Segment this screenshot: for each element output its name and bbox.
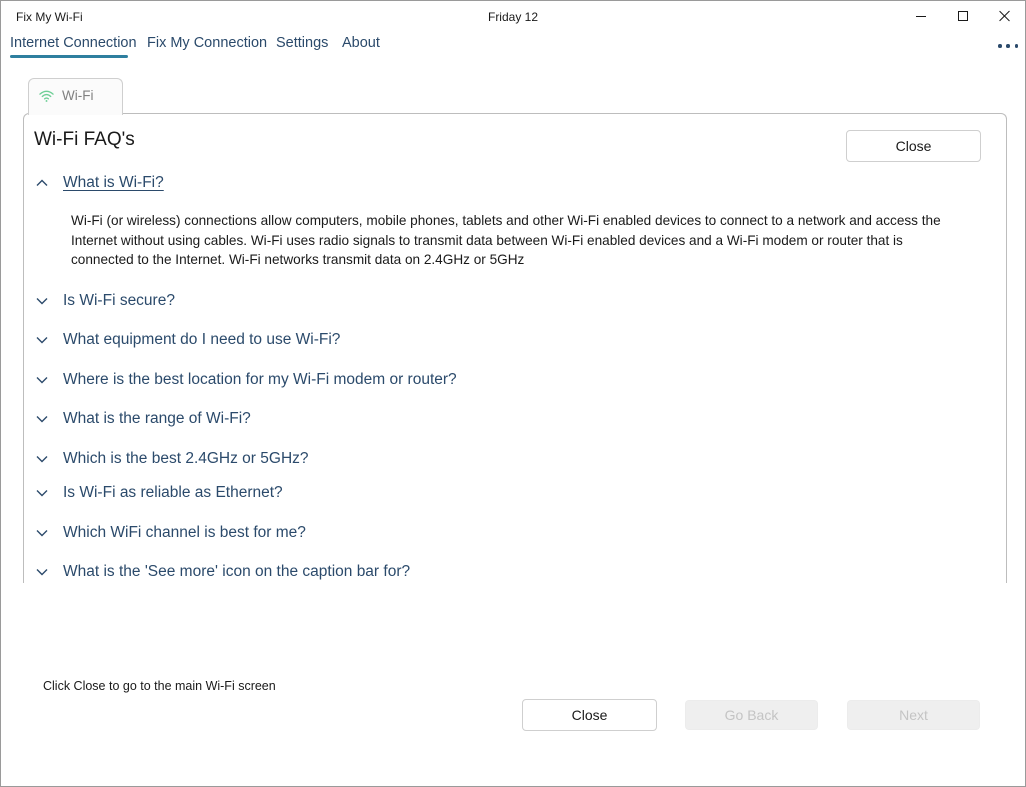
chevron-down-icon [34,525,50,541]
window-close-button[interactable] [985,1,1025,31]
faq-item-range[interactable] [34,406,251,432]
chevron-down-icon [34,451,50,467]
page-title: Wi-Fi FAQ's [34,129,135,150]
faq-question: What is Wi-Fi? [63,174,164,191]
faq-question: What equipment do I need to use Wi-Fi? [63,331,341,348]
chevron-down-icon [34,411,50,427]
app-title: Fix My Wi-Fi [16,10,83,24]
faq-item-what-is-wifi[interactable] [34,170,164,196]
nav-settings[interactable]: Settings [276,35,329,51]
wifi-icon [39,89,54,103]
faq-item-equipment[interactable] [34,327,340,353]
faq-item-best-band[interactable] [34,446,309,472]
faq-question: What is the range of Wi-Fi? [63,410,251,427]
ellipsis-icon[interactable] [998,43,1018,49]
close-button-top[interactable]: Close [846,130,981,162]
maximize-button[interactable] [943,1,983,31]
close-icon [999,10,1011,22]
chevron-down-icon [34,564,50,580]
faq-item-best-location[interactable] [34,367,457,393]
faq-question: Which is the best 2.4GHz or 5GHz? [63,450,309,467]
nav-internet-connection[interactable]: Internet Connection [10,35,137,51]
faq-question: Which WiFi channel is best for me? [63,524,306,541]
faq-question: Is Wi-Fi as reliable as Ethernet? [63,484,283,501]
minimize-icon [916,16,926,17]
chevron-up-icon [34,175,50,191]
faq-item-channel[interactable] [34,520,306,546]
tab-label: Wi-Fi [62,88,94,103]
chevron-down-icon [34,332,50,348]
nav-fix-my-connection[interactable]: Fix My Connection [147,35,268,51]
title-bar [1,1,1025,31]
faq-question: What is the 'See more' icon on the caption bar for? [63,563,411,580]
maximize-icon [958,11,968,21]
chevron-down-icon [34,293,50,309]
next-button[interactable]: Next [847,700,980,730]
go-back-button[interactable]: Go Back [685,700,818,730]
tab-wifi[interactable] [28,78,123,115]
faq-item-reliability[interactable] [34,480,283,506]
chevron-down-icon [34,485,50,501]
chevron-down-icon [34,372,50,388]
nav-about[interactable]: About [342,35,380,51]
close-button[interactable]: Close [522,699,657,731]
date-title: Friday 12 [487,10,539,24]
faq-question: Where is the best location for my Wi-Fi modem or router? [63,371,457,388]
nav-active-indicator [10,55,128,58]
faq-answer: Wi-Fi (or wireless) connections allow computers, mobile phones, tablets and other Wi-Fi enabled devices to connect to a network and access the Internet without using cables. Wi-Fi uses radio signals to transmit data between Wi-Fi enabled devices and a Wi-Fi modem or router that is connected to the Internet. Wi-Fi networks transmit data on 2.4GHz or 5GHz [71,213,941,267]
faq-item-see-more[interactable] [34,559,410,585]
faq-item-is-wifi-secure[interactable] [34,288,175,314]
faq-question: Is Wi-Fi secure? [63,292,175,309]
footer-hint: Click Close to go to the main Wi-Fi screen [43,679,276,693]
minimize-button[interactable] [901,1,941,31]
